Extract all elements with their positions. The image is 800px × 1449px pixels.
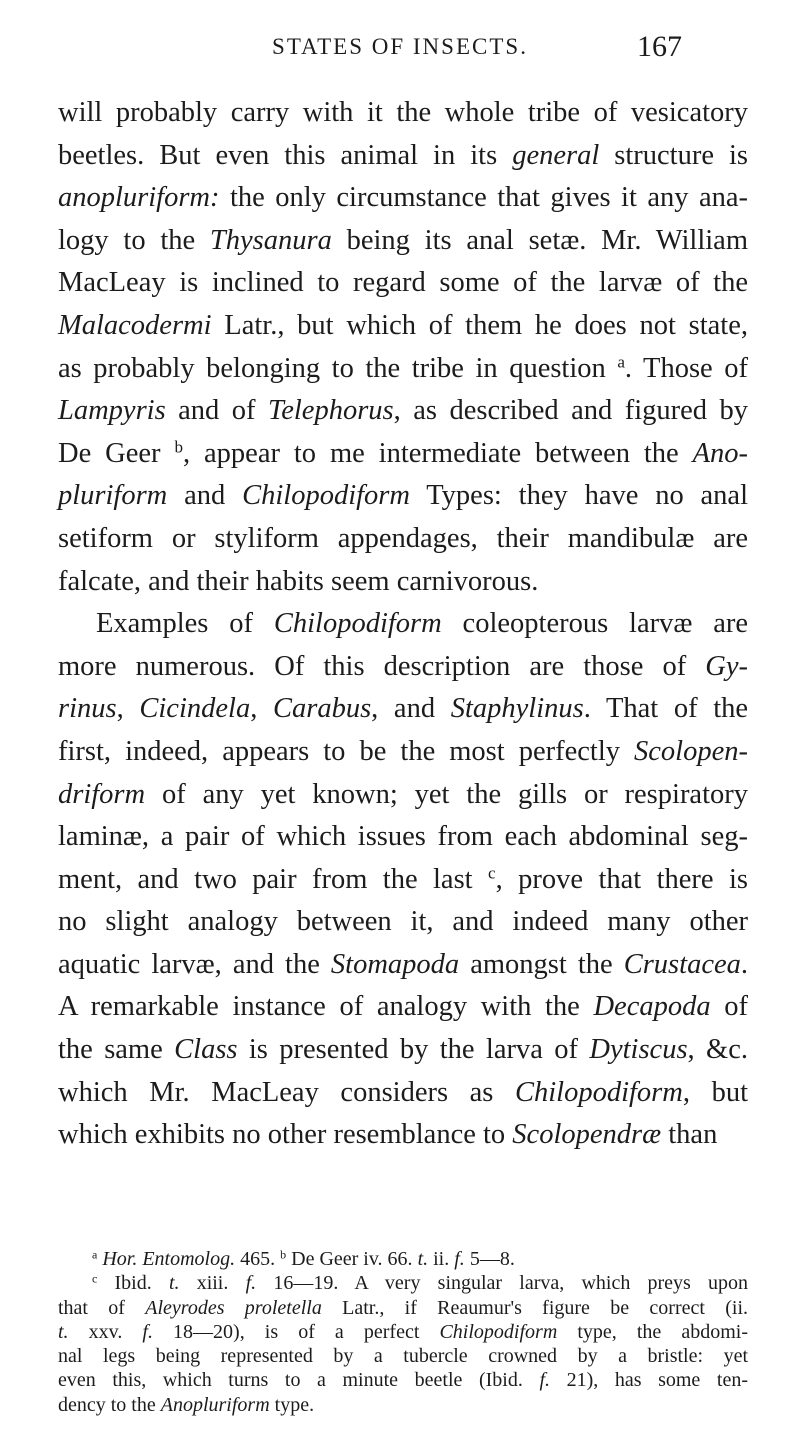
text-line — [58, 135, 748, 178]
footnote-line — [58, 1393, 748, 1417]
footnote-line — [58, 1368, 748, 1392]
text-run: which exhibits no other resemblance to — [58, 1119, 513, 1151]
text-run: more numerous. Of this description are those of — [58, 650, 706, 682]
text-run: is presented by the larva of — [237, 1034, 590, 1066]
text-run: no slight analogy between it, and indeed many other — [58, 906, 748, 938]
text-line — [58, 1029, 748, 1072]
italic-text: rinus — [58, 693, 117, 725]
footnote-line — [58, 1247, 748, 1271]
footnote-mark: a — [92, 1247, 98, 1262]
text-run: type, the abdomi- — [557, 1320, 749, 1343]
text-line — [58, 262, 748, 305]
text-run: Latr., if Reaumur's figure be correct (ii. — [321, 1296, 748, 1319]
italic-text: Scolopendræ — [512, 1119, 662, 1151]
text-run: laminæ, a pair of which issues from each abdominal seg- — [58, 821, 748, 853]
text-run: falcate, and their habits seem carnivorous. — [58, 565, 539, 597]
text-line — [58, 518, 748, 561]
text-run: . Those of — [624, 352, 748, 384]
text-line — [58, 944, 748, 987]
italic-text: Staphylinus — [450, 693, 584, 725]
text-line — [58, 433, 748, 476]
footnote-mark: b — [174, 437, 183, 457]
italic-text: Class — [174, 1034, 238, 1066]
text-line — [58, 390, 748, 433]
text-run: 18—20), is of a perfect — [152, 1320, 440, 1343]
italic-text: t. — [58, 1320, 69, 1343]
italic-text: f. — [245, 1272, 257, 1295]
text-run: 16—19. A very singular larva, which preys upon — [256, 1272, 749, 1295]
text-run: xxv. — [68, 1320, 143, 1343]
text-line — [58, 475, 748, 518]
italic-text: Chilopodiform — [515, 1076, 683, 1108]
text-run: De Geer — [58, 437, 175, 469]
italic-text: Anopluriform — [160, 1393, 270, 1416]
italic-text: Ano- — [692, 437, 749, 469]
text-run: being its anal setæ. Mr. William — [331, 224, 749, 256]
text-run: A remarkable instance of analogy with the — [58, 991, 594, 1023]
footnote-mark: b — [280, 1247, 287, 1262]
text-run: . That of the — [583, 693, 749, 725]
text-line — [58, 305, 748, 348]
italic-text: f. — [539, 1369, 550, 1392]
text-line — [58, 220, 748, 263]
text-run: , prove that there is — [495, 863, 748, 895]
italic-text: Chilopodiform — [242, 480, 410, 512]
italic-text: f. — [454, 1248, 465, 1270]
italic-text: Chilopodiform — [273, 608, 442, 640]
text-run: xiii. — [179, 1272, 246, 1295]
italic-text: Hor. Entomolog. — [102, 1248, 236, 1270]
page-number: 167 — [637, 30, 682, 63]
text-run: setiform or styliform appendages, their mandibulæ are — [58, 522, 748, 554]
italic-text: t. — [417, 1248, 429, 1270]
text-run: even this, which turns to a minute beetle (Ibid. — [58, 1369, 540, 1392]
text-run: coleopterous larvæ are — [441, 608, 748, 640]
text-run: type. — [269, 1393, 315, 1416]
text-run: ment, and two pair from the last — [58, 863, 489, 895]
footnote-mark: c — [488, 863, 496, 883]
text-run: Examples of — [96, 608, 274, 640]
italic-text: Chilopodiform — [439, 1320, 558, 1343]
text-line — [58, 731, 748, 774]
text-run: MacLeay is inclined to regard some of the larvæ of the — [58, 267, 748, 299]
italic-text: Thysanura — [209, 224, 332, 256]
footnote-mark: c — [92, 1271, 98, 1286]
italic-text: pluriform — [58, 480, 168, 512]
text-line — [58, 859, 748, 902]
text-line — [58, 986, 748, 1029]
text-run: ii. — [428, 1248, 455, 1270]
text-line — [58, 688, 748, 731]
footnotes — [58, 1247, 748, 1417]
text-run: logy to the — [58, 224, 210, 256]
italic-text: Malacodermi — [58, 309, 212, 341]
text-run: , as described and figured by — [393, 395, 749, 427]
italic-text: general — [512, 139, 600, 171]
text-run: Latr., but which of them he does not state, — [211, 309, 748, 341]
italic-text: anopluriform: — [58, 182, 220, 214]
text-run: Types: they have no anal — [409, 480, 748, 512]
text-run: amongst the — [459, 948, 624, 980]
text-run: will probably carry with it the whole tribe of vesicatory — [58, 97, 748, 128]
italic-text: Telephorus — [268, 395, 394, 427]
italic-text: f. — [142, 1320, 153, 1343]
text-run: , — [116, 693, 140, 725]
text-run: of — [710, 991, 748, 1023]
text-line — [58, 646, 748, 689]
text-line — [58, 1114, 748, 1157]
text-run: dency to the — [58, 1393, 161, 1416]
text-run: , and — [371, 693, 451, 725]
italic-text: Cicindela — [139, 693, 251, 725]
text-run: the same — [58, 1034, 175, 1066]
text-run: . — [740, 948, 748, 980]
text-run: as probably belonging to the tribe in question — [58, 352, 618, 384]
text-run: 465. — [235, 1248, 281, 1270]
italic-text: Decapoda — [593, 991, 711, 1023]
text-line — [58, 561, 748, 604]
running-head — [0, 30, 800, 70]
text-line — [58, 1072, 748, 1115]
text-run: , but — [682, 1076, 748, 1108]
footnote-mark: a — [617, 352, 625, 372]
text-line — [58, 348, 748, 391]
text-run: nal legs being represented by a tubercle crowned by a bristle: yet — [58, 1345, 748, 1368]
text-run: and — [167, 480, 243, 512]
text-line — [58, 901, 748, 944]
text-run: , &c. — [687, 1034, 748, 1066]
footnote-line — [58, 1296, 748, 1320]
text-run: first, indeed, appears to be the most perfectly — [58, 735, 635, 767]
footnote-line — [58, 1344, 748, 1368]
italic-text: Stomapoda — [330, 948, 460, 980]
text-run: De Geer iv. 66. — [286, 1248, 418, 1270]
footnote-line — [58, 1271, 748, 1295]
italic-text: Carabus — [272, 693, 372, 725]
text-line — [58, 603, 748, 646]
italic-text: Lampyris — [58, 395, 166, 427]
text-run: , appear to me intermediate between the — [182, 437, 693, 469]
text-run: structure is — [599, 139, 749, 171]
text-run: the only circumstance that gives it any ana- — [219, 182, 748, 214]
text-line — [58, 177, 748, 220]
text-run: of any yet known; yet the gills or respiratory — [145, 778, 748, 810]
italic-text: t. — [168, 1272, 180, 1295]
text-run: that of — [58, 1296, 146, 1319]
text-run: 21), has some ten- — [550, 1369, 748, 1392]
running-title: STATES OF INSECTS. — [272, 34, 528, 59]
italic-text: Aleyrodes proletella — [145, 1296, 322, 1319]
text-line — [58, 774, 748, 817]
text-run: than — [661, 1119, 718, 1151]
text-run: which Mr. MacLeay considers as — [58, 1076, 515, 1108]
italic-text: Scolopen- — [634, 735, 748, 767]
footnote-line — [58, 1320, 748, 1344]
text-run: and of — [165, 395, 268, 427]
body-text — [58, 92, 748, 1157]
text-line — [58, 816, 748, 859]
italic-text: Crustacea — [623, 948, 741, 980]
text-run: 5—8. — [464, 1248, 515, 1270]
italic-text: Dytiscus — [589, 1034, 688, 1066]
italic-text: driform — [58, 778, 146, 810]
italic-text: Gy- — [705, 650, 748, 682]
text-run: Ibid. — [97, 1272, 169, 1295]
text-run: , — [250, 693, 273, 725]
text-run: beetles. But even this animal in its — [58, 139, 513, 171]
text-line — [58, 92, 748, 135]
text-run: aquatic larvæ, and the — [58, 948, 331, 980]
